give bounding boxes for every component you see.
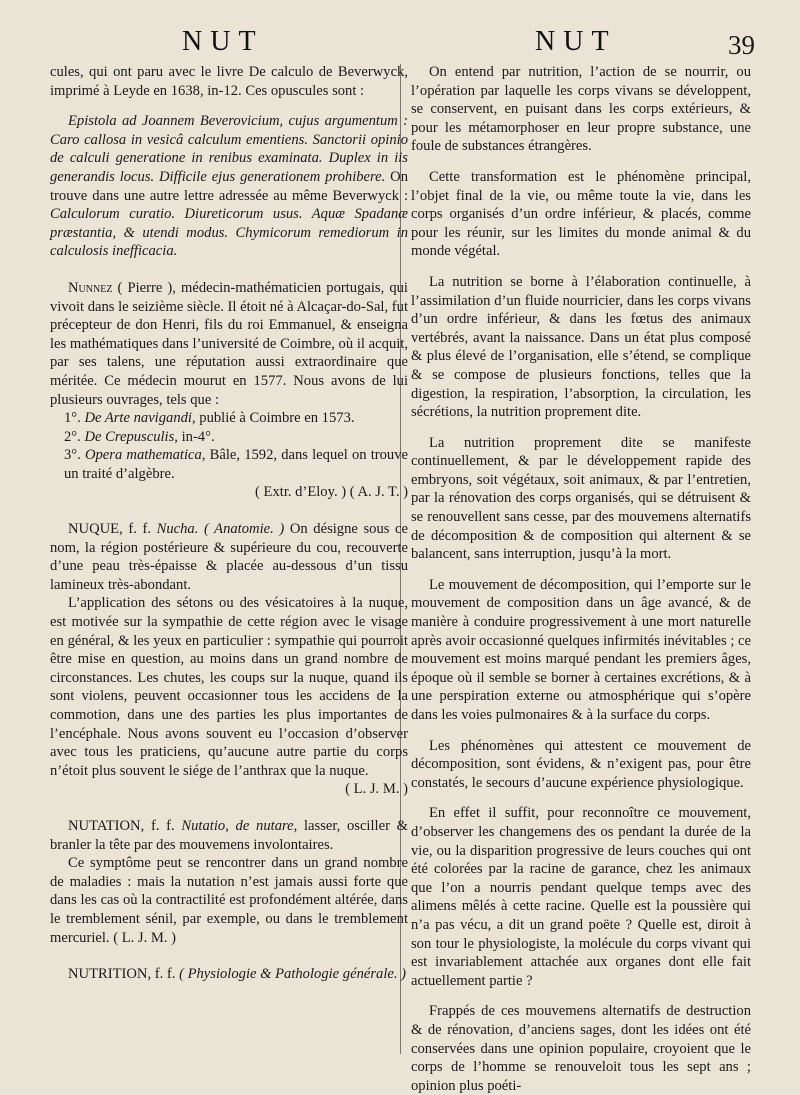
text-run: Ce symptôme peut se rencontrer dans un grand nombre de maladies : mais la nutation n’est jamais aussi forte que dans les cas où la contractilité est profondément altérée, dans le tremblement sénil, par exemple, ou dans le tremblement mercuriel. — [50, 855, 408, 946]
text-run: , publié à Coimbre en 1573. — [191, 410, 355, 427]
paragraph: L’application des sétons ou des vésicatoires à la nuque, est motivée sur la sympathie de cette région avec le visage en général, & les yeux en particulier : sympathie qui pourroit être mise en question, au moins dans un grand nombre de circonstances. Les chutes, les coups sur la nuque, quand ils sont violens, peuvent occasionner tous les accidens de la commotion, dans une des parties les plus importantes de l’encéphale. Nous avons souvent eu l’occasion d’observer avec tous les praticiens, qu’aucune autre partie du corps n’étoit plus souvent le siége de l’anthrax que la nuque. — [50, 595, 408, 779]
entry-latin: ( Physiologie & Pathologie générale. ) — [179, 966, 407, 983]
work-title: De Crepusculis — [84, 428, 175, 445]
entry-headword: NUTRITION, f. f. — [68, 966, 180, 983]
entry-nutrition — [50, 965, 408, 984]
entry-text: lasser, osciller & branler la tête par des mouvemens involontaires. — [50, 817, 409, 853]
paragraph — [50, 854, 408, 947]
entry-text: ( Pierre ), médecin-mathématicien portugais, qui vivoit dans le seizième siècle. Il étoit né à Alcaçar-do-Sal, fut précepteur de don Henri, fils du roi Emmanuel, & enseigna les mathématiques dans l’université de Coimbre, où il acquit, par ses talens, une réputation aussi extraordinaire que méritée. Ce médecin mourut en 1577. Nous avons de lui plusieurs ouvrages, tels que : — [50, 279, 408, 408]
entry-text: On désigne sous ce nom, la région postérieure & supérieure du cou, recouverte d’une peau très-épaisse & placée au-dessous d’un tissu lamineux très-abondant. — [50, 521, 409, 593]
paragraph — [50, 112, 408, 261]
paragraph: cules, qui ont paru avec le livre De calculo de Beverwyck, imprimé à Leyde en 1638, in-12. Ces opuscules sont : — [50, 64, 408, 99]
paragraph: Les phénomènes qui attestent ce mouvement de décomposition, sont évidens, & n’exigent pas, pour être constatés, le secours d’aucune expérience physiologique. — [411, 737, 751, 791]
latin-titles: Calculorum curatio. Diureticorum usus. Aquæ Spadanæ præstantia, & utendi modus. Chymicorum remediorum in calculosis inefficacia. — [50, 206, 408, 260]
text-run: On trouve dans une autre lettre adressée au même Beverwyck : — [50, 168, 408, 204]
entry-headword: NUTATION, f. f. — [68, 817, 182, 834]
list-number: 1°. — [64, 410, 85, 427]
paragraph: La nutrition se borne à l’élaboration continuelle, à l’assimilation d’un fluide nourricier, dans les corps vivans d’un ordre inférieur, & dans les fœtus des animaux vertébrés, avant la naissance. Dans un état plus composé & plus élevé de l’organisation, elle s’étend, se complique & se compose de plusieurs fonctions, telles que la digestion, la respiration, l’absorption, la circulation, les sécrétions, la nutrition proprement dite. — [411, 273, 751, 421]
paragraph: En effet il suffit, pour reconnoître ce mouvement, d’observer les changemens des os pendant la durée de la vie, ou la disparition progressive de leurs couches qui ont été colorées par la racine de garance, chez les animaux que l’on a nourris pendant quelque temps avec des alimens mêlés à cette racine. Quelle est la poussière qui n’a pas vécu, a dit un grand poëte ? Quelle est, diroit à son tour le physiologiste, la molécule du corps vivant qui est invariablement attachée aux organes dont elle fait actuellement partie ? — [411, 805, 751, 989]
list-item — [50, 428, 408, 447]
entry-latin: Nucha. ( Anatomie. ) — [156, 521, 285, 538]
list-item — [50, 409, 408, 428]
text-run: , Bâle, 1592, dans lequel on trouve un traité d’algèbre. — [64, 447, 408, 482]
latin-titles: Epistola ad Joannem Beverovicium, cujus argumentum : Caro callosa in vesicâ calculum ementiens. Sanctorii opinio de calculi generatione in renibus examinata. Duplex in iis generandis locus. Difficile ejus generationem prohibere. — [50, 113, 408, 185]
entry-nuque — [50, 520, 408, 594]
entry-latin: Nutatio, de nutare, — [181, 817, 298, 834]
entry-nunnez — [50, 279, 408, 409]
paragraph: On entend par nutrition, l’action de se nourrir, ou l’opération par laquelle les corps vivans se développent, se conservent, en puisant dans les corps extérieurs, & pour les métamorphoser en leur propre substance, une foule de substances étrangères. — [411, 64, 751, 155]
text-run: , in-4°. — [174, 428, 215, 445]
right-column — [411, 63, 751, 1095]
entry-headword: NUQUE, f. f. — [68, 521, 157, 538]
running-head-left: NUT — [182, 26, 264, 57]
work-title: De Arte navigandi — [84, 410, 192, 427]
entry-headword: Nunnez — [68, 279, 113, 296]
list-number: 3°. — [64, 447, 85, 464]
paragraph: La nutrition proprement dite se manifeste continuellement, & par le développement rapide des embryons, soit végétaux, soit animaux, & par l’entretien, par la rénovation des corps organisés, qui se détruisent & se renouvellent sans cesse, par des mouvemens alternatifs de décomposition & de composition qui alternent & se balancent, sans interruption, jusqu’à la mort. — [411, 434, 751, 563]
paragraph: Cette transformation est le phénomène principal, l’objet final de la vie, ou même toute la vie, dans les corps organisés d’un ordre inférieur, & placés, comme pour les réunir, sur les limites du monde animal & du monde végétal. — [411, 168, 751, 260]
signature: ( Extr. d’Eloy. ) ( A. J. T. ) — [255, 484, 408, 501]
signature: ( L. J. M. ) — [109, 929, 177, 946]
running-head-right: NUT — [535, 26, 617, 57]
work-title: Opera mathematica — [84, 447, 202, 464]
page-number: 39 — [728, 30, 755, 60]
entry-nutation — [50, 817, 408, 854]
list-number: 2°. — [64, 428, 85, 445]
paragraph: Le mouvement de décomposition, qui l’emporte sur le mouvement de composition dans un âge avancé, & de manière à conduire progressivement à une mort naturelle après avoir occasionné quelques infirmités inévitables ; ce mouvement est moins marqué pendant les premiers âges, époque où il semble se borner à certaines excrétions, & à une perspiration externe ou atmosphérique qui s’opère dans les voies pulmonaires & à la surface du corps. — [411, 576, 751, 723]
left-column — [50, 63, 408, 984]
paragraph: Frappés de ces mouvemens alternatifs de destruction & de rénovation, d’anciens sages, dont les idées ont été conservées dans une opinion populaire, croyoient que le corps de l’homme se renouveloit tous les sept ans ; opinion plus poéti- — [411, 1003, 751, 1094]
signature: ( L. J. M. ) — [345, 781, 408, 798]
list-item — [50, 446, 408, 483]
